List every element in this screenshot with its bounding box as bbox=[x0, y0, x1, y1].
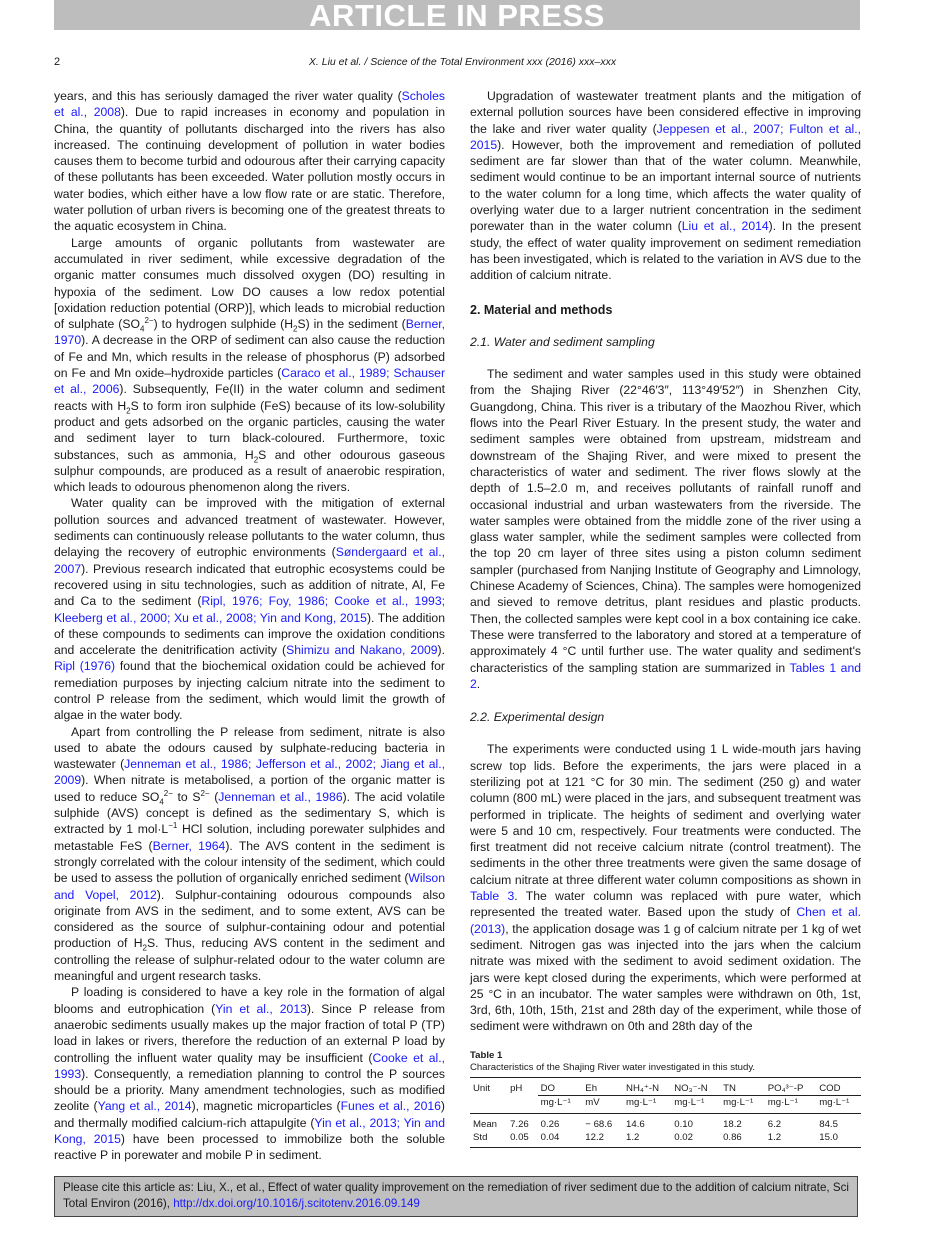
text-run: ) and thermally modified calcium-rich attapulgite ( bbox=[54, 1099, 445, 1130]
table-cell: 1.2 bbox=[767, 1132, 782, 1143]
text-run: to S bbox=[172, 789, 201, 804]
text-run: Water quality can be improved with the mitigation of external pollution sources and advanced treatment of wastewater. However, sediments can continuously release pollutants to the water column, thus delaying the recovery of eutrophic environments ( bbox=[54, 496, 445, 560]
text-run: Apart from controlling the P release from sediment, nitrate is also used to abate the odours caused by sulphate-reducing bacteria in wastewater ( bbox=[54, 724, 445, 772]
table-cell: 15.0 bbox=[819, 1132, 838, 1143]
text-run: ). Since P release from anaerobic sediments usually makes up the major fraction of total P (TP) load in lakes or rivers, therefore the reduction of an external P load by controlling the influent water quality may be insufficient ( bbox=[54, 1001, 446, 1065]
section-heading: 2. Material and methods bbox=[470, 302, 613, 317]
citation-link[interactable]: Wilson and Vopel, 2012 bbox=[54, 871, 445, 902]
subscript: 2 bbox=[253, 454, 259, 464]
text-run: S to form iron sulphide (FeS) because of its low-solubility product and gets adsorbed on the organic particles, causing the water and sediment layer to turn black-coloured. Furthermore, toxic substances, such as ammonia, H bbox=[54, 398, 445, 462]
citation-link[interactable]: Yin et al., 2013 bbox=[215, 1001, 307, 1016]
column-unit: mg·L⁻¹ bbox=[671, 1096, 720, 1114]
citation-link[interactable]: Tables 1 and 2 bbox=[470, 660, 862, 691]
text-run: ). The addition of these compounds to sediments can improve the oxidation conditions and accelerate the denitrification activity ( bbox=[54, 610, 445, 658]
table-cell: 0.26 bbox=[538, 1114, 583, 1132]
sampling-paragraph bbox=[470, 366, 861, 692]
citation-link[interactable]: Yang et al., 2014 bbox=[97, 1099, 192, 1114]
column-header: Eh bbox=[585, 1083, 598, 1094]
table-cell: Mean bbox=[470, 1114, 507, 1132]
text-run: ). The acid volatile sulphide (AVS) concept is defined as the sedimentary S, which is extracted by 1 mol·L bbox=[54, 789, 445, 837]
left-column bbox=[54, 88, 445, 1164]
citation-link[interactable]: Berner, 1964 bbox=[152, 838, 226, 853]
text-run: ). However, both the improvement and remediation of polluted sediment are far slower than that of the water column. Meanwhile, sediment would continue to be an important internal source of nutrients to the water column for a long time, which affects the water quality of overlying water due to a larger nutrient concentration in the sediment porewater than in the water column ( bbox=[470, 137, 861, 234]
text-run: ), magnetic microparticles ( bbox=[191, 1099, 341, 1114]
table-cell: 1.2 bbox=[626, 1132, 640, 1143]
table-cell: 0.10 bbox=[671, 1114, 720, 1132]
column-header: PO₄³⁻-P bbox=[767, 1083, 804, 1094]
superscript: 2− bbox=[163, 788, 173, 798]
column-unit bbox=[470, 1096, 507, 1114]
text-run: ). When nitrate is metabolised, a portion of the organic matter is used to reduce SO bbox=[54, 773, 445, 804]
doi-link[interactable]: http://dx.doi.org/10.1016/j.scitotenv.2016.09.149 bbox=[173, 1197, 420, 1210]
table-cell: 84.5 bbox=[816, 1114, 861, 1132]
citation-link[interactable]: Jenneman et al., 1986; Jefferson et al., 2002; Jiang et al., 2009 bbox=[54, 757, 445, 788]
text-run: Upgradation of wastewater treatment plants and the mitigation of external pollution sources have been considered effective in improving the lake and river water quality ( bbox=[470, 89, 861, 136]
table-cell: 14.6 bbox=[623, 1114, 671, 1132]
column-unit: mg·L⁻¹ bbox=[623, 1096, 671, 1114]
citation-link[interactable]: Berner, 1970 bbox=[54, 317, 446, 348]
text-run: ). Due to rapid increases in economy and population in China, the quantity of pollutants discharged into the rivers has also increased. The continuing development of pollution in water bodies causes them to become turbid and odourous after their carrying capacity of these pollutants has been exceeded. Water pollution mostly occurs in water bodies, which either have a low flow rate or are static. Therefore, water pollution of urban rivers is becoming one of the greatest threats to the aquatic ecosystem in China. bbox=[54, 105, 445, 234]
text-run: ). In the present study, the effect of water quality improvement on sediment remediation has been investigated, which is related to the variation in AVS due to the addition of calcium nitrate. bbox=[470, 219, 861, 283]
text-run: S) in the sediment ( bbox=[297, 317, 406, 332]
column-unit: mg·L⁻¹ bbox=[720, 1096, 765, 1114]
column-unit: mg·L⁻¹ bbox=[538, 1096, 583, 1114]
column-unit bbox=[507, 1096, 538, 1114]
article-in-press-banner bbox=[54, 0, 860, 33]
table-caption: Characteristics of the Shajing River water investigated in this study. bbox=[470, 1062, 756, 1073]
text-run: ). Subsequently, Fe(II) in the water column and sediment reacts with H bbox=[54, 382, 445, 413]
column-header: pH bbox=[510, 1083, 523, 1095]
column-unit: mg·L⁻¹ bbox=[765, 1096, 817, 1114]
right-column bbox=[470, 88, 861, 1035]
table-cell: 12.2 bbox=[585, 1132, 604, 1143]
citation-link[interactable]: Scholes et al., 2008 bbox=[54, 89, 445, 120]
citation-link[interactable]: Yin et al., 2013; Yin and Kong, 2015 bbox=[54, 1115, 445, 1146]
subscript: 4 bbox=[159, 797, 164, 807]
running-header: X. Liu et al. / Science of the Total Environment xxx (2016) xxx–xxx bbox=[308, 56, 617, 68]
citation-link[interactable]: Liu et al., 2014 bbox=[681, 219, 769, 234]
table-cell: 0.02 bbox=[674, 1132, 693, 1143]
subscript: 2 bbox=[126, 406, 131, 416]
text-run: . bbox=[476, 676, 481, 691]
citation-link[interactable]: Ripl, 1976; Foy, 1986; Cooke et al., 1993; Kleeberg et al., 2000; Xu et al., 2008; Yin and Kong, 2015 bbox=[54, 594, 445, 625]
table-cell: 0.86 bbox=[723, 1132, 742, 1143]
subscript: 4 bbox=[139, 324, 145, 334]
citation-link[interactable]: Ripl (1976) bbox=[54, 659, 116, 674]
column-header: Unit bbox=[473, 1083, 491, 1095]
banner-text: ARTICLE IN PRESS bbox=[309, 0, 605, 33]
text-run: ). A decrease in the ORP of sediment can also cause the reduction of Fe and Mn, which results in the release of phosphorus (P) adsorbed on Fe and Mn oxide–hydroxide particles ( bbox=[54, 333, 445, 381]
table-row bbox=[470, 1114, 861, 1132]
text-run: ). bbox=[437, 643, 445, 658]
table-grid bbox=[470, 1077, 861, 1148]
citation-link[interactable]: Chen et al. (2013) bbox=[470, 905, 861, 936]
table-cell: 0.04 bbox=[540, 1132, 560, 1143]
body-paragraph bbox=[54, 235, 445, 496]
text-run: ). Previous research indicated that eutrophic ecosystems could be recovered using in situ technologies, such as addition of nitrate, Al, Fe and Ca to the sediment ( bbox=[54, 561, 445, 609]
citation-text: Please cite this article as: Liu, X., et al., Effect of water quality improvement on the remediation of river sediment due to the addition of calcium nitrate, Sci Total Environ (2016), bbox=[63, 1181, 849, 1210]
text-run: found that the biochemical oxidation could be achieved for remediation purposes by injecting calcium nitrate into the sediment to control P release from the sediment, which would limit the growth of algae in the water body. bbox=[54, 659, 445, 723]
citation-box bbox=[54, 1176, 858, 1217]
citation-link[interactable]: Table 3 bbox=[470, 889, 515, 904]
text-run: P loading is considered to have a key role in the formation of algal blooms and eutrophication ( bbox=[54, 985, 445, 1016]
text-run: ). The AVS content in the sediment is strongly correlated with the colour intensity of the sediment, which could be used to assess the pollution of organically enriched sediment ( bbox=[54, 838, 445, 886]
text-run: Large amounts of organic pollutants from wastewater are accumulated in river sediment, while excessive degradation of the organic matter consumes much dissolved oxygen (DO) resulting in hypoxia of the sediment. Low DO causes a low redox potential [oxidation reduction potential (ORP)], which leads to microbial reduction of sulphate (SO bbox=[54, 235, 445, 332]
column-header: COD bbox=[819, 1083, 841, 1094]
text-run: , the application dosage was 1 g of calcium nitrate per 1 kg of wet sediment. Nitrogen gas was injected into the jars when the calcium nitrate was mixed with the sediment to avoid sediment oxidation. The jars were kept closed during the experiments, which were performed at 25 °C in an incubator. The water samples were withdrawn on 0th, 1st, 3rd, 6th, 10th, 15th, 21st and 28th day of the experiment, while those of sediment were withdrawn on 0th and 28th day of the bbox=[470, 921, 861, 1034]
superscript: 2− bbox=[144, 316, 154, 326]
text-run: ) have been processed to immobilize both the soluble reactive P in porewater and mobile P in sediment. bbox=[54, 1132, 445, 1163]
table-row bbox=[470, 1131, 861, 1148]
text-run: ( bbox=[209, 789, 219, 804]
table-cell: − 68.6 bbox=[582, 1114, 623, 1132]
body-paragraph bbox=[54, 984, 445, 1163]
body-paragraph bbox=[54, 724, 445, 985]
table-cell: 7.26 bbox=[507, 1114, 538, 1132]
column-header: NH₄⁺-N bbox=[626, 1083, 660, 1094]
text-run: S. Thus, reducing AVS content in the sediment and controlling the release of sulphur-related odour to the water column are meaningful and urgent research tasks. bbox=[54, 936, 445, 984]
page-number: 2 bbox=[54, 56, 61, 68]
column-unit: mg·L⁻¹ bbox=[816, 1096, 861, 1114]
column-unit: mV bbox=[582, 1096, 623, 1114]
text-run: The experiments were conducted using 1 L wide-mouth jars having screw top lids. Before the experiments, the jars were placed in a sterilizing pot at 121 °C for 30 min. The sediment (250 g) and water column (800 mL) were placed in the jars, and subsequent treatment was performed in triplicate. The heights of sediment and overlying water were 5 and 10 cm, respectively. Four treatments were conducted. The first treatment did not receive calcium nitrate (control treatment). The sediments in the other three treatments were given the same dosage of calcium nitrate at three different water column compositions as shown in bbox=[470, 742, 861, 887]
citation-link[interactable]: Funes et al., 2016 bbox=[340, 1099, 441, 1114]
intro-paragraph bbox=[470, 88, 861, 284]
table-1 bbox=[470, 1050, 861, 1148]
text-run: ). Consequently, a remediation planning to control the P sources should be a priority. Many amendment technologies, such as modified zeolite ( bbox=[54, 1066, 445, 1114]
text-run: ). Sulphur-containing odourous compounds also originate from AVS in the sediment, and to some extent, AVS can be considered as the source of sulphur-containing odour and potential production of H bbox=[54, 887, 445, 951]
citation-link[interactable]: Søndergaard et al., 2007 bbox=[54, 545, 445, 576]
superscript: −1 bbox=[168, 821, 178, 831]
subsection-heading-design: 2.2. Experimental design bbox=[470, 710, 605, 725]
superscript: 2− bbox=[200, 788, 210, 798]
text-run: The sediment and water samples used in this study were obtained from the Shajing River (22°46′3″, 113°49′52″) in Shenzhen City, Guangdong, China. This river is a tributary of the Maozhou River, which flows into the Pearl River Estuary. In the present study, the water and sediment samples were obtained from upstream, midstream and downstream of the Shajing River, and were mixed to present the characteristics of water and sediment. The river flows slowly at the depth of 1.5–2.0 m, and receives pollutants of rainfall runoff and occasional industrial and urban wastewaters from the riverside. The water samples were obtained from the middle zone of the river using a glass water sampler, while the sediment samples were collected from the top 20 cm layer of three sites using a piston column sediment sampler (purchased from Nanjing Institute of Geography and Limnology, Chinese Academy of Sciences, China). The samples were homogenized and sieved to remove detritus, plant residues and plastic products. Then, the collected samples were kept cool in a box containing ice cake. These were transferred to the laboratory and stored at a temperature of approximately 4 °C until further use. The water quality and sediment's characteristics of the sampling station are summarized in bbox=[470, 367, 861, 675]
citation-link[interactable]: Cooke et al., 1993 bbox=[54, 1050, 445, 1081]
subsection-heading-sampling: 2.1. Water and sediment sampling bbox=[470, 334, 655, 349]
body-paragraph bbox=[54, 495, 445, 723]
table-cell: Std bbox=[473, 1132, 488, 1143]
table-cell: 0.05 bbox=[510, 1132, 529, 1143]
citation-link[interactable]: Jeppesen et al., 2007; Fulton et al., 2015 bbox=[470, 121, 861, 152]
subscript: 2 bbox=[142, 943, 147, 953]
citation-link[interactable]: Caraco et al., 1989; Schauser et al., 2006 bbox=[54, 366, 445, 397]
text-run: S and other odourous gaseous sulphur compounds, are produced as a result of anaerobic respiration, which leads to odourous phenomenon along the rivers. bbox=[54, 447, 445, 495]
citation-link[interactable]: Shimizu and Nakano, 2009 bbox=[286, 643, 438, 658]
table-title: Table 1 bbox=[470, 1050, 503, 1061]
text-run: . The water column was replaced with pure water, which represented the treated water. Based upon the study of bbox=[470, 889, 861, 920]
table-cell: 18.2 bbox=[720, 1114, 765, 1132]
design-paragraph bbox=[470, 741, 861, 1034]
column-header: DO bbox=[540, 1083, 556, 1094]
table-cell: 6.2 bbox=[765, 1114, 817, 1132]
column-header: TN bbox=[723, 1083, 736, 1094]
body-paragraph bbox=[54, 88, 445, 235]
column-header: NO₃⁻-N bbox=[674, 1083, 708, 1094]
citation-link[interactable]: Jenneman et al., 1986 bbox=[218, 789, 343, 804]
text-run: years, and this has seriously damaged the river water quality ( bbox=[54, 89, 402, 103]
text-run: HCl solution, including porewater sulphides and metastable FeS ( bbox=[54, 822, 445, 853]
text-run: ) to hydrogen sulphide (H bbox=[153, 317, 293, 332]
subscript: 2 bbox=[293, 324, 298, 334]
